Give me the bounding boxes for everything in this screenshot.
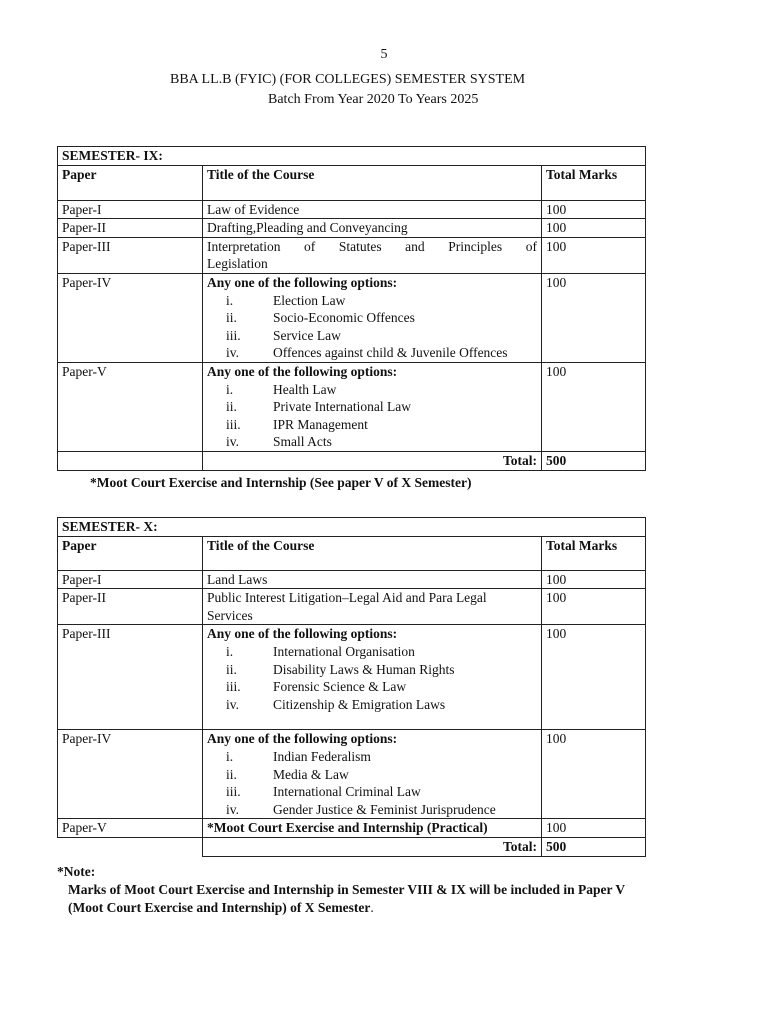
table-row	[58, 589, 646, 625]
option-text: Election Law	[273, 292, 346, 308]
table-header-row	[58, 165, 646, 200]
table-row	[58, 237, 646, 273]
option-text: Small Acts	[273, 434, 332, 450]
course-title-line: Legislation	[207, 256, 268, 272]
option-item	[207, 661, 537, 679]
option-item	[207, 748, 537, 766]
marks-cell: 100	[542, 819, 646, 838]
col-header-paper: Paper	[58, 536, 203, 570]
semester-heading-row	[58, 518, 646, 537]
option-item	[207, 783, 537, 801]
col-header-marks: Total Marks	[542, 165, 646, 200]
semester-ix-title: SEMESTER- IX:	[58, 147, 646, 166]
option-text: Gender Justice & Feminist Jurisprudence	[273, 801, 496, 817]
options-heading: Any one of the following options:	[207, 363, 398, 379]
semester-x-title: SEMESTER- X:	[58, 518, 646, 537]
option-item	[207, 344, 537, 362]
option-text: International Organisation	[273, 643, 415, 659]
note-text	[68, 881, 658, 917]
table-row	[58, 819, 646, 838]
col-header-marks: Total Marks	[542, 536, 646, 570]
option-number: ii.	[226, 766, 237, 782]
semester-ix-table	[57, 146, 646, 471]
col-header-title: Title of the Course	[203, 165, 542, 200]
marks-cell: 100	[542, 237, 646, 273]
option-item	[207, 643, 537, 661]
marks-cell: 100	[542, 219, 646, 238]
document-title: BBA LL.B (FYIC) (FOR COLLEGES) SEMESTER SYSTEM	[170, 72, 526, 87]
option-item	[207, 801, 537, 819]
option-item	[207, 398, 537, 416]
paper-cell: Paper-II	[58, 219, 203, 238]
col-header-title: Title of the Course	[203, 536, 542, 570]
marks-cell: 100	[542, 589, 646, 625]
paper-cell: Paper-IV	[58, 273, 203, 362]
marks-cell: 100	[542, 570, 646, 589]
marks-cell: 100	[542, 625, 646, 730]
course-title-cell: Drafting,Pleading and Conveyancing	[203, 219, 542, 238]
options-heading: Any one of the following options:	[207, 274, 398, 290]
option-text: Socio-Economic Offences	[273, 310, 415, 326]
course-title-cell	[203, 589, 542, 625]
col-header-paper: Paper	[58, 165, 203, 200]
option-text: Forensic Science & Law	[273, 679, 407, 695]
course-title-line: Services	[207, 607, 253, 623]
option-text: Media & Law	[273, 766, 349, 782]
page-number: 5	[380, 47, 388, 62]
paper-cell: Paper-I	[58, 200, 203, 219]
option-number: iv.	[226, 696, 239, 712]
note-text-bold: Marks of Moot Court Exercise and Internship in Semester VIII & IX will be included in Paper V (Moot Court Exercise and Internship) of X Semester	[68, 882, 625, 915]
option-item	[207, 433, 537, 451]
options-cell	[203, 730, 542, 819]
option-text: Offences against child & Juvenile Offences	[273, 345, 508, 361]
marks-cell: 100	[542, 362, 646, 451]
options-heading: Any one of the following options:	[207, 731, 398, 747]
total-value: 500	[542, 837, 646, 856]
document-subtitle: Batch From Year 2020 To Years 2025	[268, 92, 479, 107]
options-heading: Any one of the following options:	[207, 626, 398, 642]
option-number: i.	[226, 381, 234, 397]
paper-cell: Paper-V	[58, 362, 203, 451]
marks-cell: 100	[542, 273, 646, 362]
course-title-cell	[203, 237, 542, 273]
table-row	[58, 273, 646, 362]
table-row	[58, 625, 646, 730]
semester-heading-row	[58, 147, 646, 166]
course-title-line: Interpretation of Statutes and Principles of	[207, 238, 537, 254]
course-title-cell: *Moot Court Exercise and Internship (Practical)	[203, 819, 542, 838]
marks-cell: 100	[542, 730, 646, 819]
option-text: International Criminal Law	[273, 784, 421, 800]
option-item	[207, 696, 537, 714]
empty-cell	[58, 837, 203, 856]
option-number: i.	[226, 748, 234, 764]
semester-x-table	[57, 517, 646, 857]
option-text: Citizenship & Emigration Laws	[273, 696, 446, 712]
option-number: iv.	[226, 345, 239, 361]
total-value: 500	[542, 451, 646, 470]
note-label: *Note:	[57, 864, 96, 879]
options-cell	[203, 273, 542, 362]
paper-cell: Paper-I	[58, 570, 203, 589]
paper-cell: Paper-III	[58, 625, 203, 730]
option-item	[207, 766, 537, 784]
option-number: iii.	[226, 416, 241, 432]
table-row	[58, 570, 646, 589]
option-item	[207, 381, 537, 399]
option-number: iii.	[226, 679, 241, 695]
course-title-cell: Law of Evidence	[203, 200, 542, 219]
paper-cell: Paper-III	[58, 237, 203, 273]
option-number: iii.	[226, 784, 241, 800]
option-item	[207, 309, 537, 327]
empty-cell	[58, 451, 203, 470]
option-number: i.	[226, 292, 234, 308]
total-row	[58, 837, 646, 856]
option-number: iv.	[226, 434, 239, 450]
option-item	[207, 327, 537, 345]
option-item	[207, 678, 537, 696]
option-number: ii.	[226, 310, 237, 326]
table-header-row	[58, 536, 646, 570]
option-item	[207, 292, 537, 310]
paper-cell: Paper-V	[58, 819, 203, 838]
moot-court-footnote: *Moot Court Exercise and Internship (See paper V of X Semester)	[90, 475, 472, 490]
note-text-end: .	[370, 900, 374, 915]
option-text: IPR Management	[273, 416, 368, 432]
options-cell	[203, 362, 542, 451]
options-cell	[203, 625, 542, 730]
option-text: Disability Laws & Human Rights	[273, 661, 455, 677]
option-number: iii.	[226, 327, 241, 343]
table-row	[58, 362, 646, 451]
option-item	[207, 416, 537, 434]
option-text: Health Law	[273, 381, 337, 397]
total-row	[58, 451, 646, 470]
option-number: iv.	[226, 801, 239, 817]
course-title-cell: Land Laws	[203, 570, 542, 589]
option-text: Private International Law	[273, 399, 411, 415]
option-text: Indian Federalism	[273, 748, 371, 764]
marks-cell: 100	[542, 200, 646, 219]
paper-cell: Paper-II	[58, 589, 203, 625]
option-number: ii.	[226, 661, 237, 677]
table-row	[58, 730, 646, 819]
table-row	[58, 200, 646, 219]
total-label: Total:	[203, 451, 542, 470]
table-row	[58, 219, 646, 238]
option-text: Service Law	[273, 327, 341, 343]
total-label: Total:	[203, 837, 542, 856]
option-number: ii.	[226, 399, 237, 415]
paper-cell: Paper-IV	[58, 730, 203, 819]
course-title-line: Public Interest Litigation–Legal Aid and Para Legal	[207, 590, 487, 606]
option-number: i.	[226, 643, 234, 659]
